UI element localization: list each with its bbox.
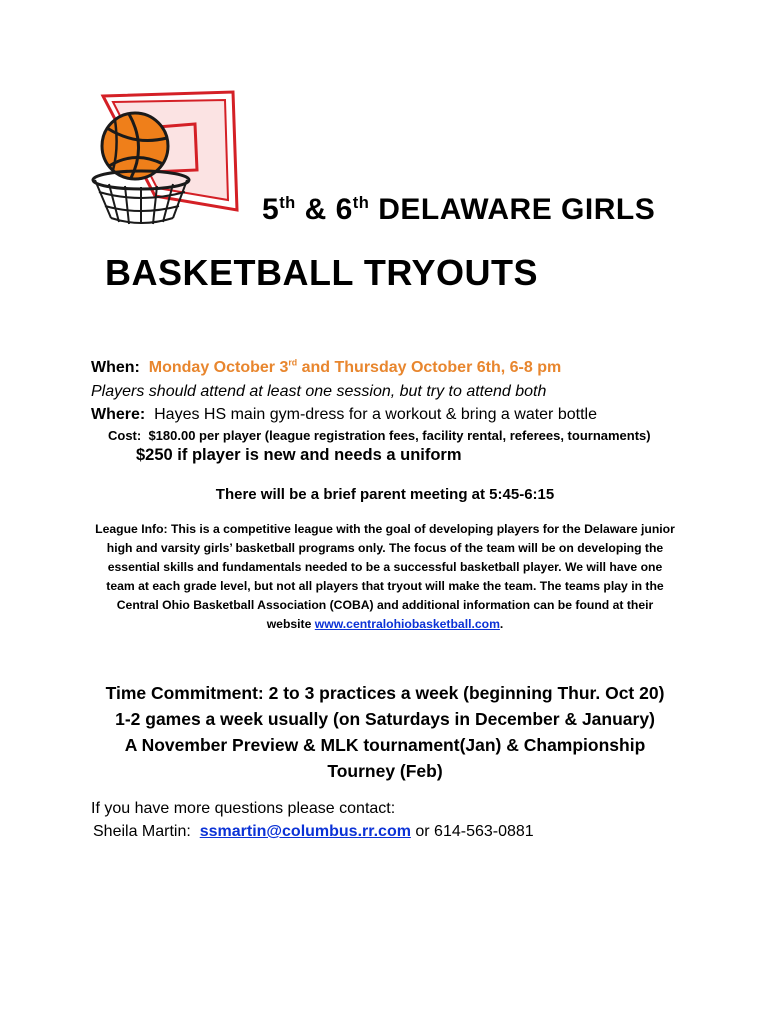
when-label: When: xyxy=(91,359,140,376)
contact-question: If you have more questions please contact: xyxy=(91,800,396,817)
league-info: League Info: This is a competitive league with the goal of developing players for the Delaware junior high and varsity girls’ basketball programs only. The focus of the team will be on developing the essential skills and fundamentals needed to be a successful basketball player. We will have one team at each grade level, but not all players that tryout will make the team. The teams play in the Central Ohio Basketball Association (COBA) and additional information can be found at their website www.centralohiobasketball.com. xyxy=(95,522,675,631)
parent-meeting: There will be a brief parent meeting at 5:45-6:15 xyxy=(215,486,555,503)
uniform-cost: $250 if player is new and needs a uniform xyxy=(136,446,462,464)
players-note: Players should attend at least one session, but try to attend both xyxy=(91,383,547,400)
cost-label: Cost: xyxy=(108,428,142,443)
time-commitment xyxy=(90,680,680,784)
contact-email-link[interactable]: ssmartin@columbus.rr.com xyxy=(199,823,411,840)
league-website-link[interactable]: www.centralohiobasketball.com xyxy=(314,617,500,631)
when-line xyxy=(91,359,561,377)
where-label: Where: xyxy=(91,406,146,423)
basketball-hoop-icon xyxy=(85,88,245,238)
page-title-line-2: BASKETBALL TRYOUTS xyxy=(105,252,539,293)
page-title-line-1: 5th & 6th DELAWARE GIRLS xyxy=(262,193,656,226)
where-line xyxy=(91,406,597,424)
contact-name: Sheila Martin: xyxy=(93,823,191,840)
time-commitment-line-2: 1-2 games a week usually (on Saturdays in December & January) xyxy=(115,709,655,729)
cost-line xyxy=(108,428,651,443)
time-commitment-line-3: A November Preview & MLK tournament(Jan) & Championship xyxy=(124,735,646,755)
contact-line xyxy=(93,823,534,841)
when-dates: Monday October 3rd and Thursday October 6th, 6-8 pm xyxy=(148,357,562,376)
where-text: Hayes HS main gym-dress for a workout & bring a water bottle xyxy=(154,406,597,423)
time-commitment-line-4: Tourney (Feb) xyxy=(327,761,443,781)
cost-text: $180.00 per player (league registration fees, facility rental, referees, tournaments) xyxy=(148,428,651,443)
contact-phone: or 614-563-0881 xyxy=(410,823,534,840)
time-commitment-line-1: Time Commitment: 2 to 3 practices a week (beginning Thur. Oct 20) xyxy=(105,683,665,703)
